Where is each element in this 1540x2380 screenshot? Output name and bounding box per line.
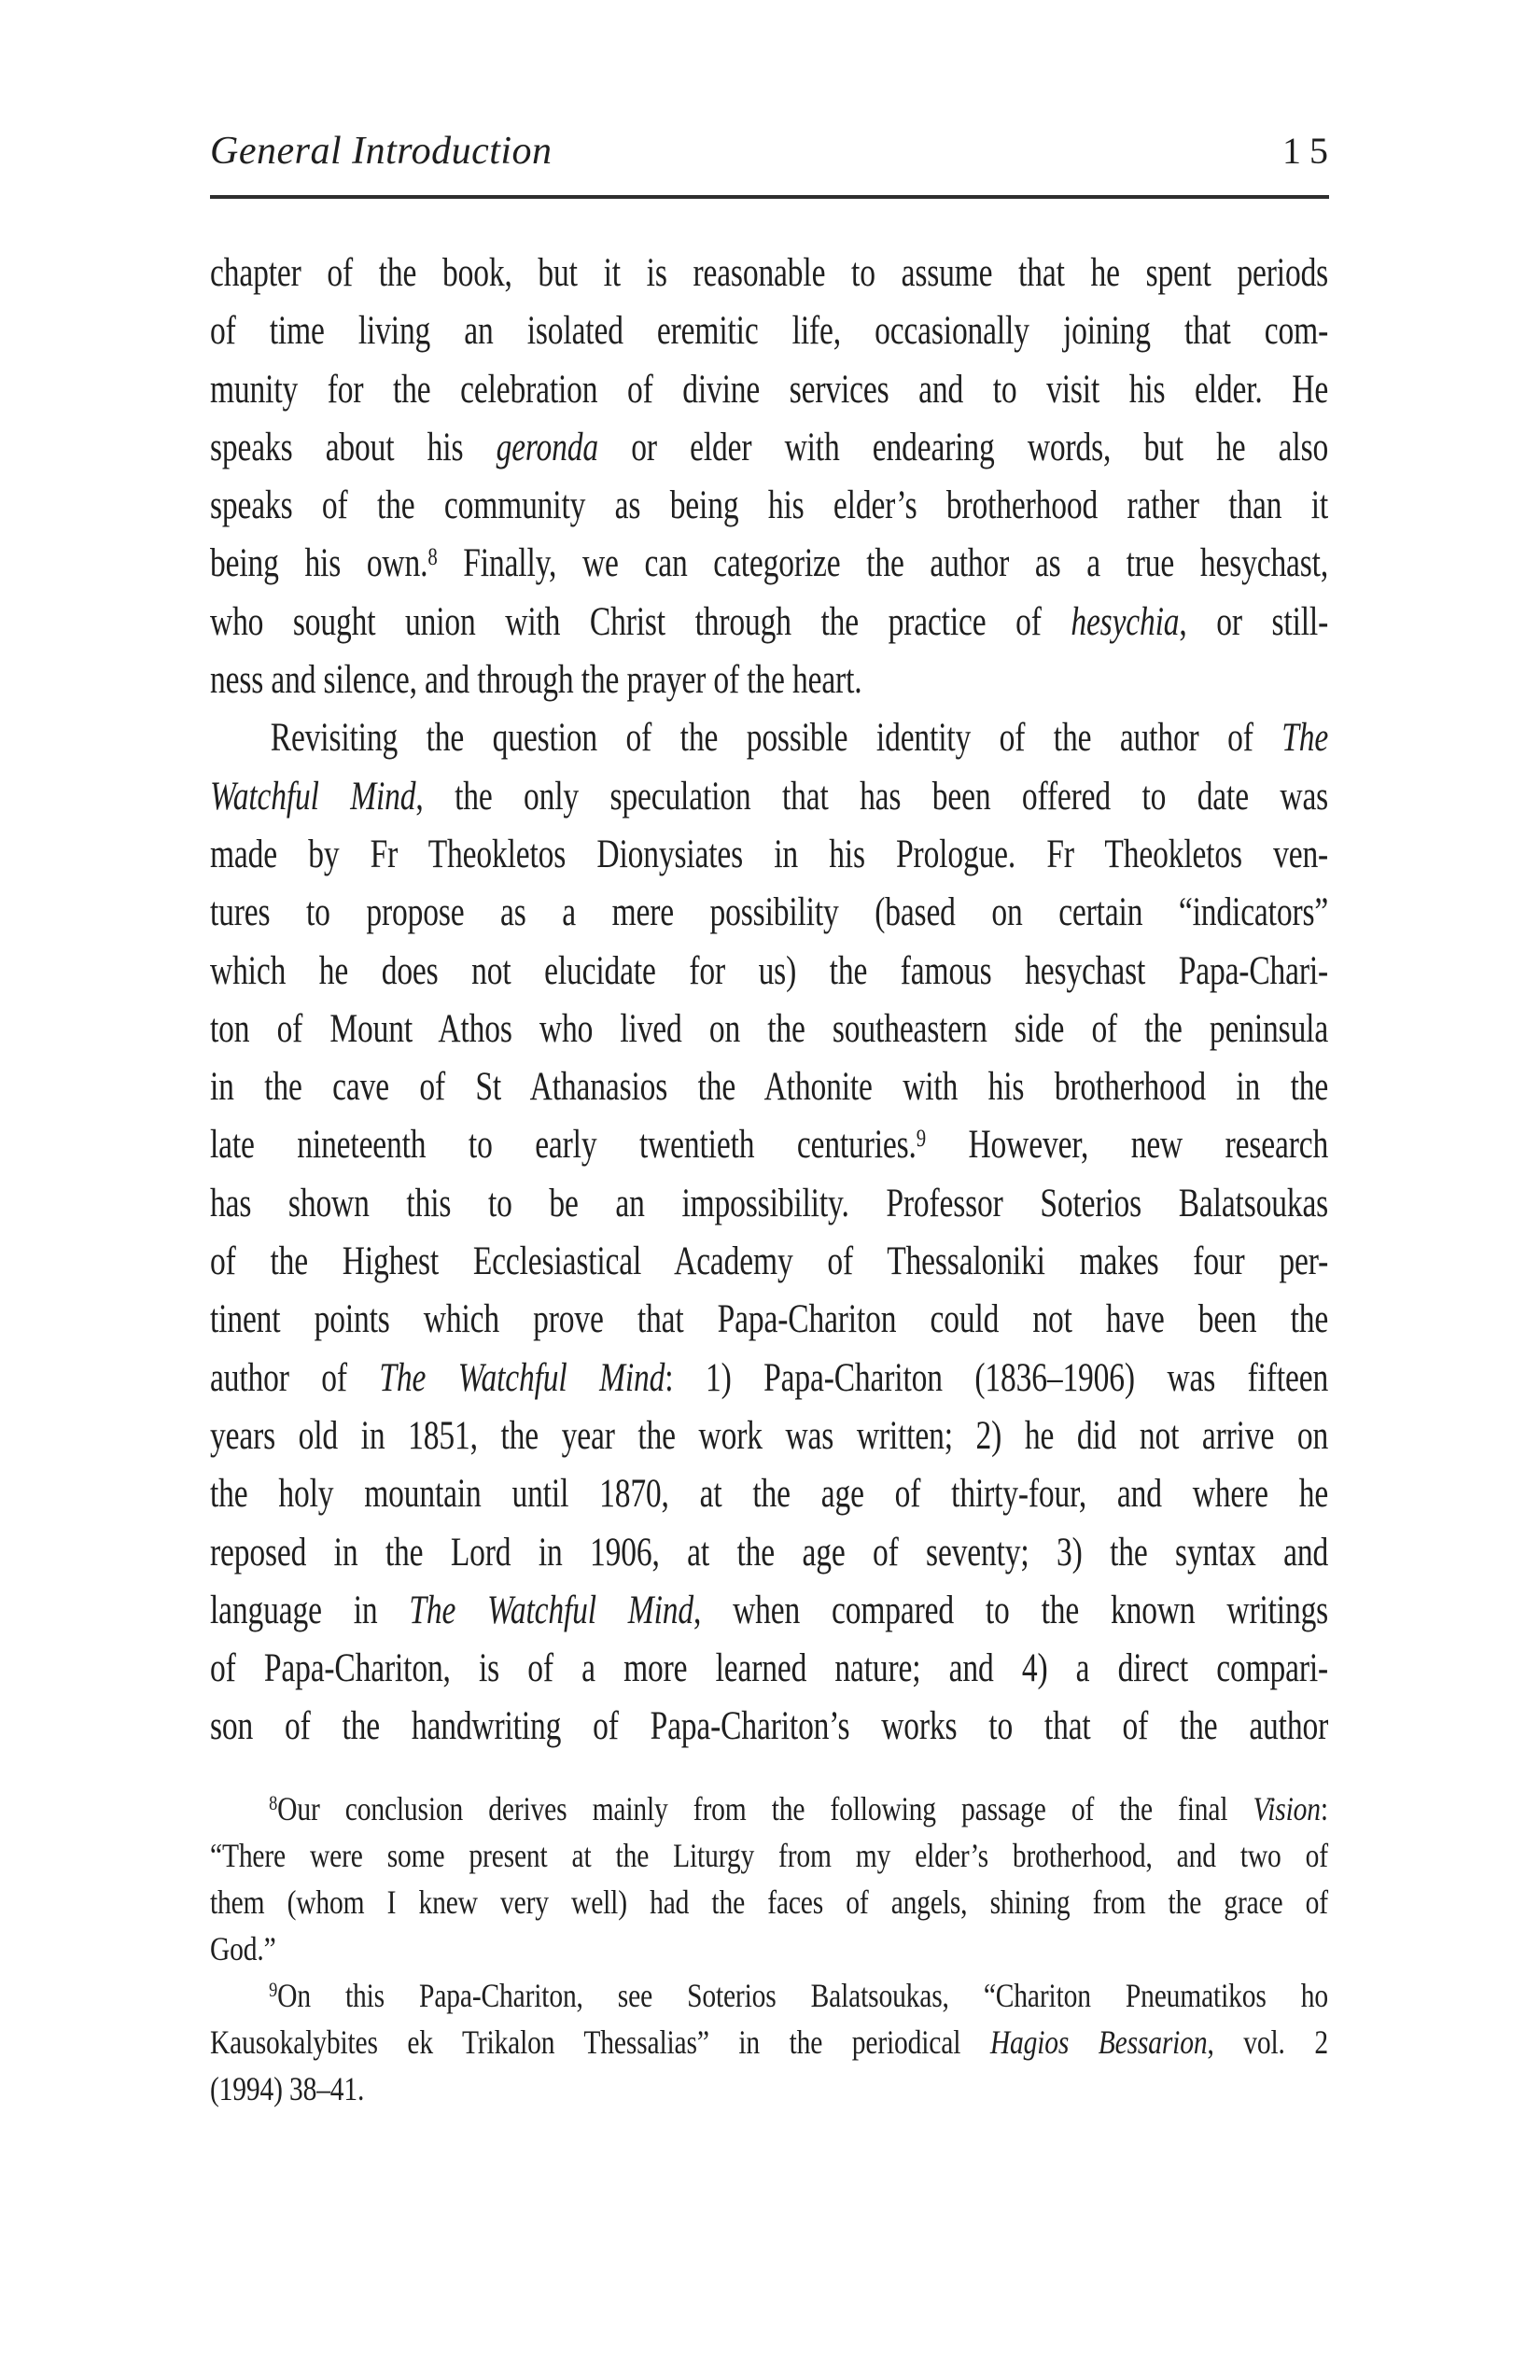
text-line: of time living an isolated eremitic life, occasionally joining that com- xyxy=(210,309,1329,354)
text-line: of Papa-Chariton, is of a more learned nature; and 4) a direct compari- xyxy=(210,1646,1329,1691)
text-line: the holy mountain until 1870, at the age of thirty-four, and where he xyxy=(210,1472,1329,1517)
footnotes xyxy=(210,1785,1328,2112)
running-header xyxy=(210,129,1337,174)
text-line: made by Fr Theokletos Dionysiates in his Prologue. Fr Theokletos ven- xyxy=(210,832,1329,876)
text-line: son of the handwriting of Papa-Chariton’s works to that of the author xyxy=(210,1704,1329,1749)
text-line: $^9$On this Papa-Chariton, see Soterios Balatsoukas, “Chariton Pneumatikos ho xyxy=(269,1977,1328,2014)
text-line: late nineteenth to early twentieth centuries.$^9$ However, new research xyxy=(210,1123,1329,1168)
text-line: tinent points which prove that Papa-Chariton could not have been the xyxy=(210,1297,1329,1342)
text-line: language in The Watchful Mind, when compared to the known writings xyxy=(210,1588,1329,1632)
text-line: of the Highest Ecclesiastical Academy of Thessaloniki makes four per- xyxy=(210,1239,1329,1284)
text-line: $^8$Our conclusion derives mainly from the following passage of the final Vision: xyxy=(269,1790,1328,1827)
text-line: who sought union with Christ through the practice of hesychia, or still- xyxy=(210,599,1329,644)
footnote-marker: 8 xyxy=(269,1791,278,1815)
text-line: chapter of the book, but it is reasonable to assume that he spent periods xyxy=(210,251,1329,295)
footnote-marker: 9 xyxy=(269,1978,278,2002)
text-line: being his own.$^8$ Finally, we can categorize the author as a true hesychast, xyxy=(210,541,1329,586)
text-line: in the cave of St Athanasios the Athonite with his brotherhood in the xyxy=(210,1065,1329,1110)
text-line: reposed in the Lord in 1906, at the age of seventy; 3) the syntax and xyxy=(210,1530,1329,1575)
text-line: years old in 1851, the year the work was written; 2) he did not arrive on xyxy=(210,1413,1329,1458)
text-line: “There were some present at the Liturgy from my elder’s brotherhood, and two of xyxy=(210,1837,1328,1874)
text-line: Revisiting the question of the possible identity of the author of The xyxy=(270,716,1329,761)
text-line: ton of Mount Athos who lived on the southeastern side of the peninsula xyxy=(210,1006,1329,1051)
text-line: which he does not elucidate for us) the famous hesychast Papa-Chari- xyxy=(210,948,1329,993)
header-rule-divider xyxy=(210,195,1329,199)
text-line: speaks about his geronda or elder with endearing words, but he also xyxy=(210,425,1329,469)
text-line: Kausokalybites ek Trikalon Thessalias” in the periodical Hagios Bessarion, vol. 2 xyxy=(210,2023,1328,2061)
text-line: tures to propose as a mere possibility (based on certain “indicators” xyxy=(210,890,1329,935)
text-line: Watchful Mind, the only speculation that has been offered to date was xyxy=(210,774,1329,819)
text-line: speaks of the community as being his elder’s brotherhood rather than it xyxy=(210,483,1329,528)
text-line: author of The Watchful Mind: 1) Papa-Chariton (1836–1906) was fifteen xyxy=(210,1355,1329,1400)
running-header-title: General Introduction xyxy=(210,130,553,173)
footnote-marker: 9 xyxy=(916,1123,926,1152)
text-line: God.” xyxy=(210,1930,276,1967)
body-text xyxy=(210,245,1328,1757)
text-line: ness and silence, and through the prayer of the heart. xyxy=(210,658,862,703)
footnote-marker: 8 xyxy=(427,541,438,570)
text-line: them (whom I knew very well) had the faces of angels, shining from the grace of xyxy=(210,1883,1328,1921)
text-line: munity for the celebration of divine services and to visit his elder. He xyxy=(210,367,1329,412)
text-line: has shown this to be an impossibility. Professor Soterios Balatsoukas xyxy=(210,1181,1329,1225)
text-line: (1994) 38–41. xyxy=(210,2070,365,2107)
page-number: 15 xyxy=(1282,130,1337,172)
